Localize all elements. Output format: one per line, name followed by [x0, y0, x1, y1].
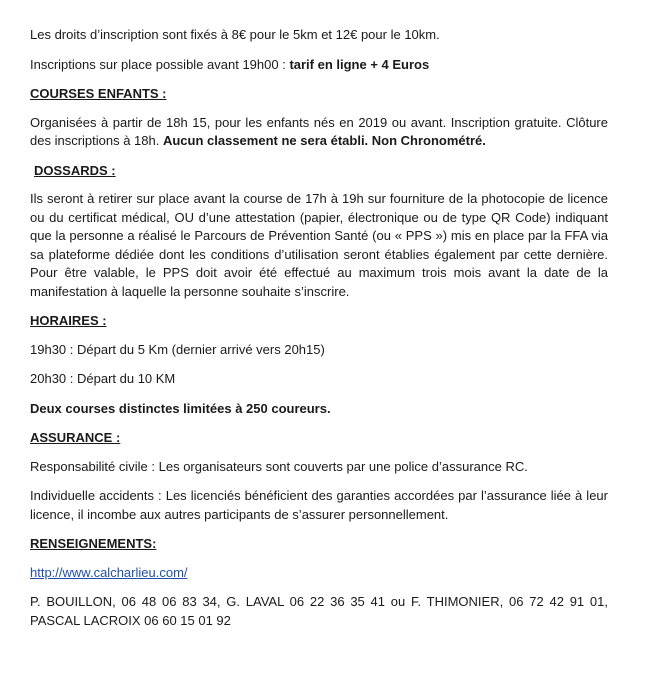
insurance-heading: ASSURANCE :	[30, 430, 121, 445]
schedule-capacity	[30, 400, 608, 419]
kids-races-text: Organisées à partir de 18h 15, pour les enfants nés en 2019 ou avant. Inscription gratuite. Clôture des inscriptions à 18h.	[30, 114, 608, 148]
insurance-individual-accidents: Individuelle accidents : Les licenciés bénéficient des garanties accordées par l’assurance liée à leur licence, il incombe aux autres participants de s’assurer personnellement.	[30, 488, 608, 522]
onsite-registration-text: Inscriptions sur place possible avant 19h00 :	[30, 56, 290, 72]
insurance-civil-liability: Responsabilité civile : Les organisateurs sont couverts par une police d’assurance RC.	[30, 458, 528, 474]
schedule-10km: 20h30 : Départ du 10 KM	[30, 371, 176, 386]
website-paragraph	[30, 564, 608, 583]
fees-paragraph	[30, 26, 608, 45]
contacts-paragraph: P. BOUILLON, 06 48 06 83 34, G. LAVAL 06 22 36 35 41 ou F. THIMONIER, 06 72 42 91 01, PASCAL LACROIX 06 60 15 01 92	[30, 594, 608, 628]
schedule-5km: 19h30 : Départ du 5 Km (dernier arrivé vers 20h15)	[30, 341, 325, 357]
bibs-paragraph: Ils seront à retirer sur place avant la course de 17h à 19h sur fourniture de la photocopie de licence ou du certificat médical, OU d’une attestation (papier, électronique ou de type QR Code) indiquant que la personne a réalisé le Parcours de Prévention Santé (ou « PPS ») mis en place par la FFA via sa plateforme dédiée dont les conditions d’utilisation seront établies également par cette dernière. Pour être valable, le PPS doit avoir été effectué au maximum trois mois avant la date de la manifestation à laquelle la personne souhaite s’inscrire.	[30, 191, 608, 299]
kids-races-paragraph	[30, 114, 608, 151]
fees-text: Les droits d’inscription sont fixés à 8€ pour le 5km et 12€ pour le 10km.	[30, 27, 440, 42]
onsite-registration-paragraph	[30, 56, 608, 75]
schedule-heading: HORAIRES :	[30, 313, 107, 328]
kids-races-note: Aucun classement ne sera établi. Non Chronométré.	[162, 133, 486, 148]
document-body	[30, 26, 608, 641]
website-link[interactable]: http://www.calcharlieu.com/	[30, 564, 188, 580]
online-fee-note: tarif en ligne + 4 Euros	[289, 56, 430, 72]
info-heading: RENSEIGNEMENTS:	[30, 536, 157, 551]
capacity-note: Deux courses distinctes limitées à 250 coureurs.	[30, 400, 331, 416]
bibs-heading: DOSSARDS :	[34, 162, 116, 178]
kids-races-heading: COURSES ENFANTS :	[30, 86, 167, 101]
